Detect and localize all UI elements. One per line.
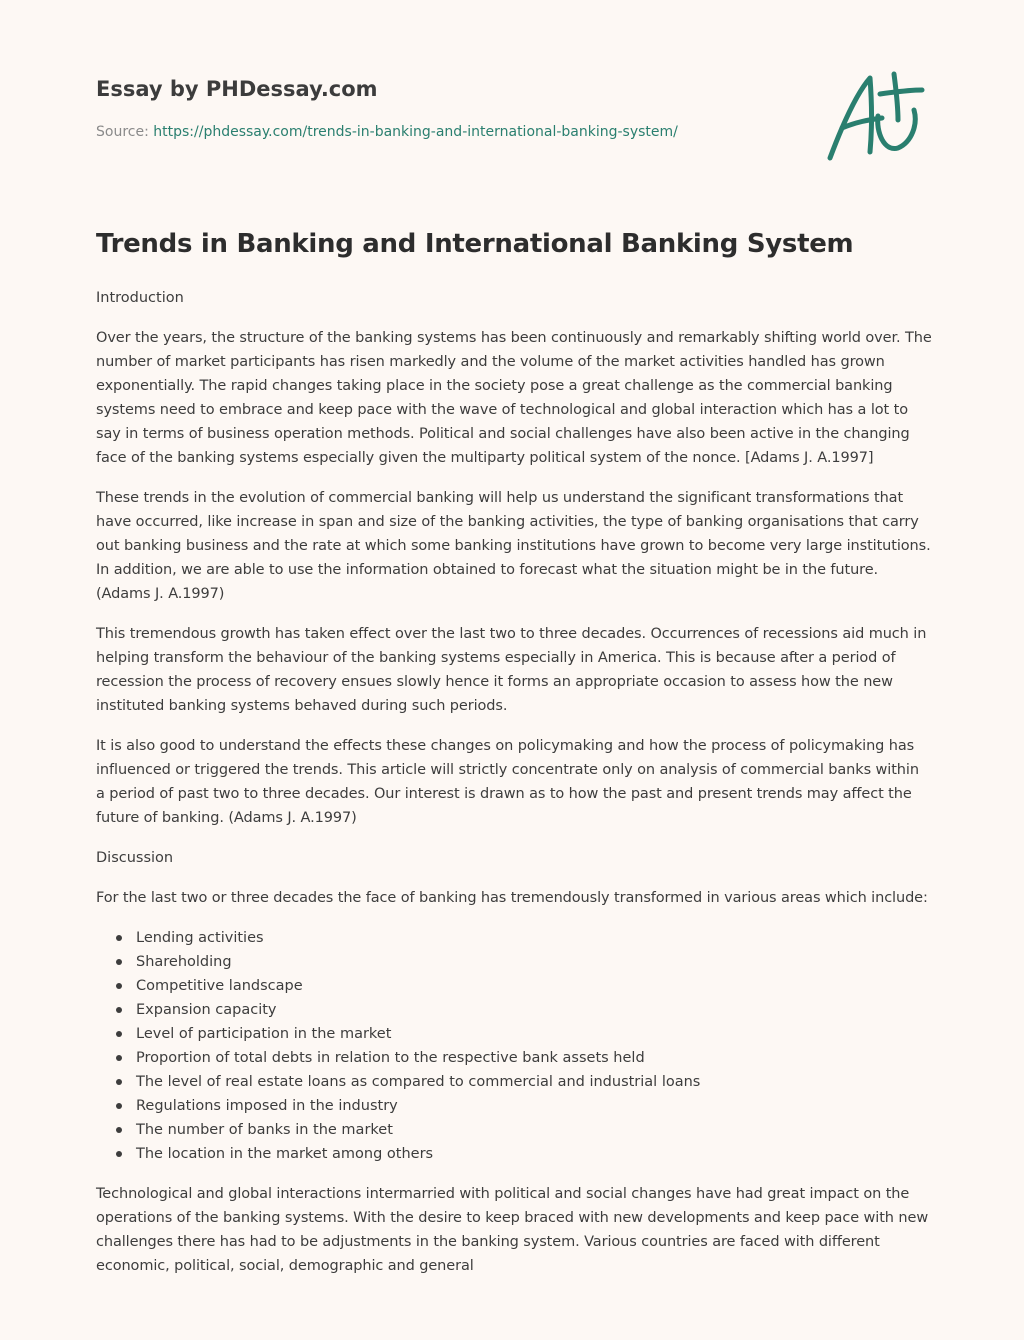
closing-paragraph: Technological and global interactions intermarried with political and social changes have had great impact on the operations of the banking systems. With the desire to keep braced with new developments and keep pace with new challenges there has had to be adjustments in the banking system. Various countries are faced with different economic, political, social, demographic and general <box>96 1186 929 1274</box>
source-label: Source: <box>96 124 149 140</box>
intro-paragraph: Over the years, the structure of the banking systems has been continuously and remarkably shifting world over. The number of market participants has risen markedly and the volume of the market activities handled has grown exponentially. The rapid changes taking place in the society pose a great challenge as the commercial banking systems need to embrace and keep pace with the wave of technological and global interaction which has a lot to say in terms of business operation methods. Political and social challenges have also been active in the changing face of the banking systems especially given the multiparty political system of the nonce. [Adams J. A.1997] <box>96 330 932 466</box>
list-item-text: Level of participation in the market <box>136 1026 392 1042</box>
bullet-icon <box>116 1127 122 1133</box>
intro-paragraph: It is also good to understand the effects these changes on policymaking and how the process of policymaking has influenced or triggered the trends. This article will strictly concentrate only on analysis of commercial banks within a period of past two to three decades. Our interest is drawn as to how the past and present trends may affect the future of banking. (Adams J. A.1997) <box>96 738 919 826</box>
list-item <box>96 950 932 974</box>
discussion-intro: For the last two or three decades the face of banking has tremendously transformed in various areas which include: <box>96 890 928 906</box>
a-plus-logo-icon <box>820 64 930 168</box>
list-item-text: Shareholding <box>136 954 232 970</box>
areas-list <box>96 926 932 1166</box>
essay-title: Trends in Banking and International Banking System <box>96 229 854 259</box>
list-item <box>96 926 932 950</box>
bullet-icon <box>116 1031 122 1037</box>
list-item <box>96 974 932 998</box>
intro-paragraph: These trends in the evolution of commercial banking will help us understand the significant transformations that have occurred, like increase in span and size of the banking activities, the type of banking organisations that carry out banking business and the rate at which some banking institutions have grown to become very large institutions. In addition, we are able to use the information obtained to forecast what the situation might be in the future. (Adams J. A.1997) <box>96 490 931 602</box>
list-item-text: Expansion capacity <box>136 1002 277 1018</box>
intro-paragraph: This tremendous growth has taken effect over the last two to three decades. Occurrences of recessions aid much in helping transform the behaviour of the banking systems especially in America. This is because after a period of recession the process of recovery ensues slowly hence it forms an appropriate occasion to assess how the new instituted banking systems behaved during such periods. <box>96 626 927 714</box>
list-item-text: Lending activities <box>136 930 264 946</box>
list-item <box>96 1094 932 1118</box>
bullet-icon <box>116 983 122 989</box>
source-line <box>96 121 796 143</box>
bullet-icon <box>116 1079 122 1085</box>
site-title: Essay by PHDessay.com <box>96 77 378 101</box>
list-item <box>96 998 932 1022</box>
bullet-icon <box>116 959 122 965</box>
list-item-text: Proportion of total debts in relation to the respective bank assets held <box>136 1050 645 1066</box>
bullet-icon <box>116 1007 122 1013</box>
bullet-icon <box>116 1055 122 1061</box>
list-item <box>96 1046 932 1070</box>
bullet-icon <box>116 1151 122 1157</box>
essay-content <box>96 222 932 1294</box>
list-item <box>96 1022 932 1046</box>
list-item-text: The level of real estate loans as compared to commercial and industrial loans <box>136 1074 701 1090</box>
source-link[interactable]: https://phdessay.com/trends-in-banking-and-international-banking-system/ <box>153 124 678 140</box>
list-item-text: The number of banks in the market <box>136 1122 393 1138</box>
list-item-text: Competitive landscape <box>136 978 303 994</box>
page-header <box>96 72 796 143</box>
bullet-icon <box>116 935 122 941</box>
discussion-heading: Discussion <box>96 850 174 866</box>
list-item-text: Regulations imposed in the industry <box>136 1098 398 1114</box>
list-item <box>96 1142 932 1166</box>
bullet-icon <box>116 1103 122 1109</box>
list-item <box>96 1070 932 1094</box>
list-item <box>96 1118 932 1142</box>
list-item-text: The location in the market among others <box>136 1146 434 1162</box>
introduction-heading: Introduction <box>96 290 184 306</box>
